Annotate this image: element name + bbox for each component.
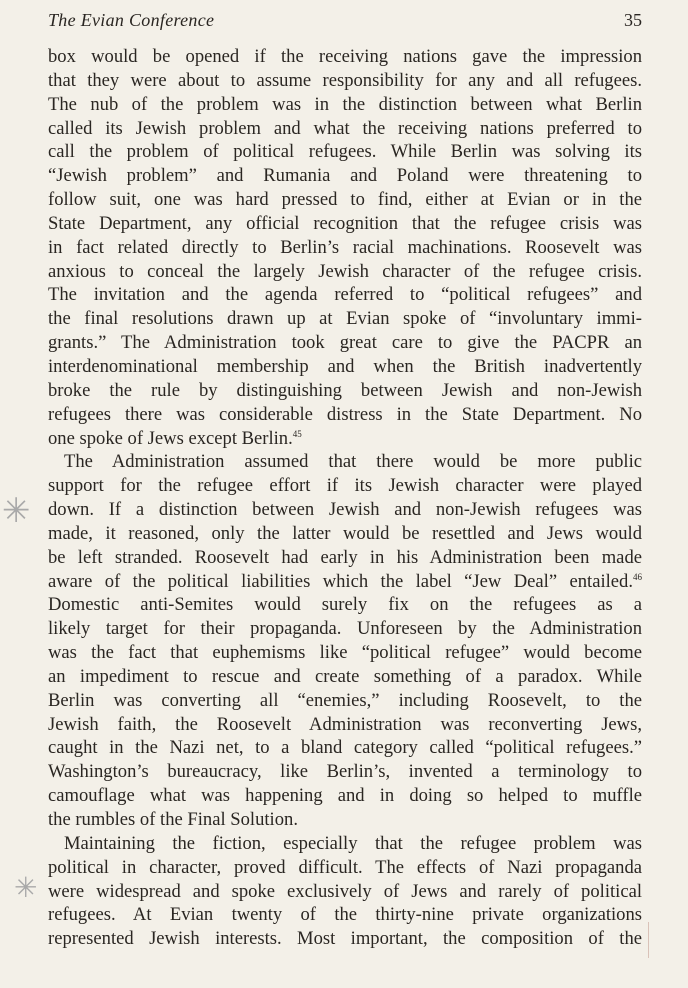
line-text: interdenominational membership and when the British inadvertently (48, 355, 642, 377)
text-line (48, 45, 642, 69)
line-text: one spoke of Jews except Berlin. (48, 427, 293, 449)
line-text: was the fact that euphemisms like “political refugee” would become (48, 642, 642, 664)
body-text (48, 45, 642, 951)
running-title: The Evian Conference (48, 10, 215, 30)
text-line (48, 665, 642, 689)
text-line (48, 593, 642, 617)
line-text: an impediment to rescue and create something of a paradox. While (48, 665, 642, 687)
line-text: “Jewish problem” and Rumania and Poland were threatening to (48, 165, 642, 187)
line-text: The Administration assumed that there would be more public (64, 451, 642, 473)
line-text: caught in the Nazi net, to a bland category called “political refugees.” (48, 737, 642, 759)
text-line (48, 760, 642, 784)
line-text: aware of the political liabilities which the label “Jew Deal” entailed. (48, 570, 633, 592)
asterisk-mark-icon: ✳ (2, 491, 31, 531)
line-text: anxious to conceal the largely Jewish character of the refugee crisis. (48, 260, 642, 282)
text-line (48, 427, 642, 451)
text-line (48, 570, 642, 594)
edge-tick (648, 922, 649, 958)
line-text: call the problem of political refugees. While Berlin was solving its (48, 141, 642, 163)
footnote-ref[interactable]: 46 (633, 571, 642, 582)
paragraph (48, 45, 642, 450)
text-line (48, 260, 642, 284)
text-line (48, 236, 642, 260)
text-line (48, 546, 642, 570)
text-line (48, 188, 642, 212)
line-text: be left stranded. Roosevelt had early in his Administration been made (48, 546, 642, 568)
line-text: follow suit, one was hard pressed to find, either at Evian or in the (48, 189, 642, 211)
line-text: box would be opened if the receiving nations gave the impression (48, 46, 642, 67)
footnote-ref[interactable]: 45 (292, 428, 302, 439)
line-text: likely target for their propaganda. Unforeseen by the Administration (48, 618, 642, 640)
text-line (48, 331, 642, 355)
asterisk-mark-icon: ✳ (14, 871, 38, 904)
line-text: represented Jewish interests. Most important, the composition of the (48, 928, 642, 950)
text-line (48, 450, 642, 474)
line-text: camouflage what was happening and in doing so helped to muffle (48, 785, 642, 807)
line-text: were widespread and spoke exclusively of Jews and rarely of political (48, 880, 642, 902)
line-text: broke the rule by distinguishing between Jewish and non-Jewish (48, 379, 642, 401)
text-line (48, 403, 642, 427)
line-text: Jewish faith, the Roosevelt Administration was reconverting Jews, (48, 713, 642, 735)
line-text: made, it reasoned, only the latter would be resettled and Jews would (48, 522, 642, 544)
text-line (48, 93, 642, 117)
paragraph (48, 832, 642, 951)
text-line (48, 498, 642, 522)
text-line (48, 117, 642, 141)
text-line (48, 69, 642, 93)
text-line (48, 832, 642, 856)
line-text: State Department, any official recognition that the refugee crisis was (48, 212, 642, 234)
text-line (48, 283, 642, 307)
line-text: grants.” The Administration took great care to give the PACPR an (48, 332, 642, 354)
text-line (48, 880, 642, 904)
line-text: called its Jewish problem and what the receiving nations preferred to (48, 117, 642, 139)
text-line (48, 474, 642, 498)
text-line (48, 522, 642, 546)
line-text: Domestic anti-Semites would surely fix on the refugees as a (48, 594, 642, 616)
text-line (48, 379, 642, 403)
text-line (48, 736, 642, 760)
text-line (48, 808, 642, 832)
text-line (48, 212, 642, 236)
running-head (48, 8, 642, 32)
line-text: Washington’s bureaucracy, like Berlin’s, invented a terminology to (48, 761, 642, 783)
line-text: Maintaining the fiction, especially that the refugee problem was (64, 832, 642, 854)
line-text: down. If a distinction between Jewish and non-Jewish refugees was (48, 499, 642, 521)
line-text: The invitation and the agenda referred to “political refugees” and (48, 284, 642, 306)
line-text: Berlin was converting all “enemies,” including Roosevelt, to the (48, 689, 642, 711)
page-number: 35 (624, 10, 642, 30)
line-text: refugees. At Evian twenty of the thirty-nine private organizations (48, 904, 642, 926)
text-line (48, 140, 642, 164)
text-line (48, 164, 642, 188)
line-text: the rumbles of the Final Solution. (48, 809, 298, 830)
text-line (48, 689, 642, 713)
text-line (48, 641, 642, 665)
text-line (48, 617, 642, 641)
text-line (48, 784, 642, 808)
text-line (48, 713, 642, 737)
line-text: support for the refugee effort if its Jewish character were played (48, 475, 642, 497)
line-text: The nub of the problem was in the distinction between what Berlin (48, 93, 642, 115)
line-text: the final resolutions drawn up at Evian spoke of “involuntary immi- (48, 308, 642, 330)
text-line (48, 355, 642, 379)
line-text: refugees there was considerable distress in the State Department. No (48, 403, 642, 425)
text-line (48, 856, 642, 880)
line-text: political in character, proved difficult. The effects of Nazi propaganda (48, 856, 642, 878)
text-line (48, 927, 642, 951)
line-text: in fact related directly to Berlin’s racial machinations. Roosevelt was (48, 236, 642, 258)
text-line (48, 307, 642, 331)
line-text: that they were about to assume responsibility for any and all refugees. (48, 69, 642, 91)
text-line (48, 903, 642, 927)
paragraph (48, 450, 642, 832)
